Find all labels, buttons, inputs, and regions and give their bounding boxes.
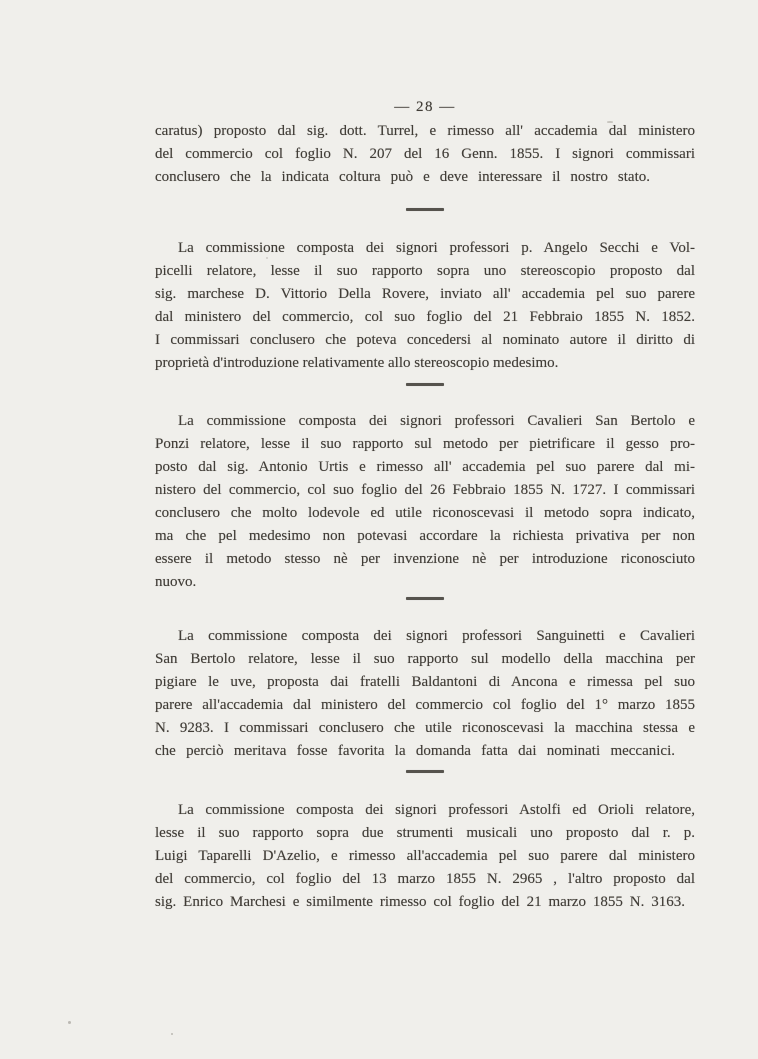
text-line: I commissari conclusero che poteva concedersi al nominato autore il diritto di [155,332,695,348]
text-line: posto dal sig. Antonio Urtis e rimesso all' accademia pel suo parere dal mi- [155,459,695,475]
text-line: proprietà d'introduzione relativamente allo stereoscopio medesimo. [155,355,559,371]
paragraph-3 [155,410,695,594]
text-line: sig. marchese D. Vittorio Della Rovere, inviato all' accademia pel suo parere [155,286,695,302]
text-line: picelli relatore, lesse il suo rapporto sopra uno stereoscopio proposto dal [155,263,695,279]
paragraph-4 [155,625,695,763]
text-block [155,120,695,914]
paper-speck [171,1033,173,1035]
paragraph-5 [155,799,695,914]
text-line: caratus) proposto dal sig. dott. Turrel, e rimesso all' accademia dal ministero [155,123,695,139]
text-line: Luigi Taparelli D'Azelio, e rimesso all'accademia pel suo parere dal ministero [155,848,695,864]
text-line: che perciò meritava fosse favorita la domanda fatta dai nominati meccanici. [155,743,675,759]
text-line: La commissione composta dei signori professori Astolfi ed Orioli relatore, [178,802,695,818]
paper-speck [68,1021,71,1024]
text-line: parere all'accademia dal ministero del commercio col foglio del 1° marzo 1855 [155,697,695,713]
section-divider [406,597,444,600]
text-line: Ponzi relatore, lesse il suo rapporto sul metodo per pietrificare il gesso pro- [155,436,695,452]
paper-speck [607,121,613,123]
text-line: essere il metodo stesso nè per invenzione nè per introduzione riconosciuto [155,551,695,567]
section-divider [406,770,444,773]
paragraph-2 [155,237,695,375]
text-line: dal ministero del commercio, col suo foglio del 21 Febbraio 1855 N. 1852. [155,309,695,325]
text-line: La commissione composta dei signori professori Cavalieri San Bertolo e [178,413,695,429]
text-line: del commercio, col foglio del 13 marzo 1855 N. 2965 , l'altro proposto dal [155,871,695,887]
text-line: del commercio col foglio N. 207 del 16 Genn. 1855. I signori commissari [155,146,695,162]
paper-speck [266,257,268,259]
text-line: conclusero che la indicata coltura può e deve interessare il nostro stato. [155,169,650,185]
text-line: La commissione composta dei signori professori Sanguinetti e Cavalieri [178,628,695,644]
text-line: nistero del commercio, col suo foglio del 26 Febbraio 1855 N. 1727. I commissari [155,482,695,498]
text-line: ma che pel medesimo non potevasi accordare la richiesta privativa per non [155,528,695,544]
paragraph-1 [155,120,695,189]
section-divider [406,383,444,386]
text-line: sig. Enrico Marchesi e similmente rimesso col foglio del 21 marzo 1855 N. 3163. [155,894,685,910]
text-line: nuovo. [155,574,197,590]
text-line: San Bertolo relatore, lesse il suo rapporto sul modello della macchina per [155,651,695,667]
text-line: N. 9283. I commissari conclusero che utile riconoscevasi la macchina stessa e [155,720,695,736]
page-number: — 28 — [394,99,456,115]
text-line: pigiare le uve, proposta dai fratelli Baldantoni di Ancona e rimessa pel suo [155,674,695,690]
text-line: La commissione composta dei signori professori p. Angelo Secchi e Vol- [178,240,695,256]
text-line: conclusero che molto lodevole ed utile riconoscevasi il metodo sopra indicato, [155,505,695,521]
text-line: lesse il suo rapporto sopra due strumenti musicali uno proposto dal r. p. [155,825,695,841]
section-divider [406,208,444,211]
